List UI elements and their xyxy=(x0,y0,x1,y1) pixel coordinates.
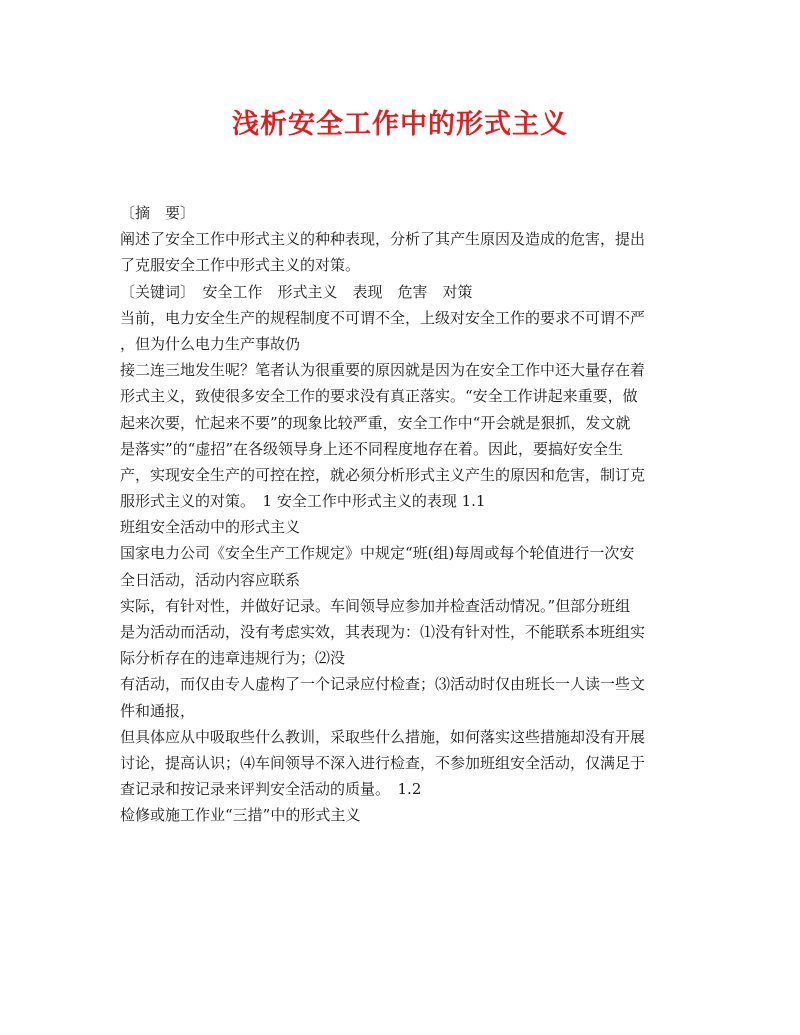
paragraph-line: 服形式主义的对策。 1 安全工作中形式主义的表现 1.1 xyxy=(120,492,486,511)
abstract-heading: 〔摘 要〕 xyxy=(120,204,196,222)
paragraph-line: 但具体应从中吸取些什么教训，采取些什么措施，如何落实这些措施却没有开展 xyxy=(120,727,646,746)
paragraph-line: 有活动，而仅由专人虚构了一个记录应付检查；⑶活动时仅由班长一人读一些文 xyxy=(120,675,646,694)
paragraph-line: 起来次要，忙起来不要”的现象比较严重，安全工作中“开会就是狠抓，发文就 xyxy=(120,413,631,432)
paragraph-line: 查记录和按记录来评判安全活动的质量。 1.2 xyxy=(120,780,422,799)
paragraph-line: 当前，电力安全生产的规程制度不可谓不全，上级对安全工作的要求不可谓不严 xyxy=(120,308,646,327)
abstract-line: 阐述了安全工作中形式主义的种种表现，分析了其产生原因及造成的危害，提出 xyxy=(120,230,646,249)
section-heading: 检修或施工作业“三措”中的形式主义 xyxy=(120,806,361,825)
paragraph-line: 形式主义，致使很多安全工作的要求没有真正落实。“安全工作讲起来重要，做 xyxy=(120,387,638,406)
paragraph-line: 际分析存在的违章违规行为；⑵没 xyxy=(120,649,346,668)
paragraph-line: 接二连三地发生呢？笔者认为很重要的原因就是因为在安全工作中还大量存在着 xyxy=(120,361,646,380)
abstract-line: 了克服安全工作中形式主义的对策。 xyxy=(120,256,361,275)
keywords-line: 〔关键词〕 安全工作 形式主义 表现 危害 对策 xyxy=(120,282,473,301)
section-heading: 班组安全活动中的形式主义 xyxy=(120,518,301,537)
paragraph-line: 国家电力公司《安全生产工作规定》中规定“班(组)每周或每个轮值进行一次安 xyxy=(120,544,635,563)
paragraph-line: 是落实”的“虚招”在各级领导身上还不同程度地存在着。因此，要搞好安全生 xyxy=(120,439,624,458)
paragraph-line: 全日活动，活动内容应联系 xyxy=(120,570,301,589)
document-body xyxy=(120,200,680,829)
paragraph-line: 讨论，提高认识；⑷车间领导不深入进行检查，不参加班组安全活动，仅满足于 xyxy=(120,753,646,772)
paragraph-line: 实际，有针对性，并做好记录。车间领导应参加并检查活动情况。”但部分班组 xyxy=(120,596,631,615)
paragraph-line: 产，实现安全生产的可控在控，就必须分析形式主义产生的原因和危害，制订克 xyxy=(120,465,646,484)
paragraph-line: 件和通报， xyxy=(120,701,196,720)
paragraph-line: ，但为什么电力生产事故仍 xyxy=(120,334,301,353)
document-title: 浅析安全工作中的形式主义 xyxy=(232,109,568,140)
paragraph-line: 是为活动而活动，没有考虑实效，其表现为：⑴没有针对性，不能联系本班组实 xyxy=(120,623,646,641)
